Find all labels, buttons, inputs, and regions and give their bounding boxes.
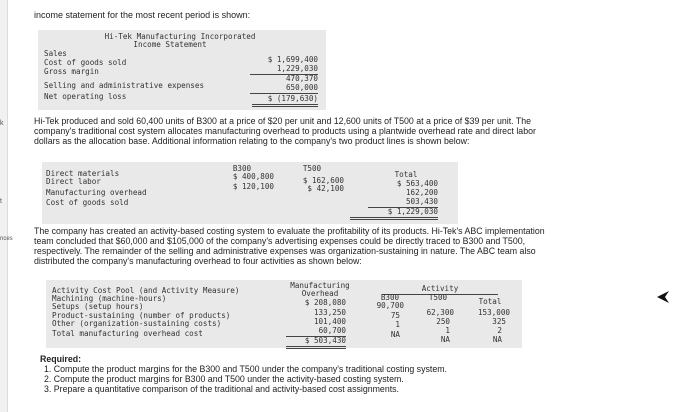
- product-cell-total: 162,200: [405, 188, 438, 197]
- cursor-arrow-icon: [656, 290, 672, 304]
- abc-cell-overhead: 60,700: [286, 327, 346, 337]
- product-cell-t500: $ 42,100: [307, 184, 344, 193]
- is-label-net-loss: Net operating loss: [44, 92, 127, 101]
- product-row-label: Cost of goods sold: [46, 198, 129, 207]
- abc-header-manufacturing: Manufacturing: [290, 281, 350, 290]
- is-value-sales: $ 1,699,400: [267, 55, 318, 64]
- is-label-cogs: Cost of goods sold: [44, 58, 127, 67]
- product-cell-total: 503,430: [368, 198, 438, 208]
- abc-cell-t500: NA: [440, 335, 450, 344]
- intro-text: income statement for the most recent period is shown:: [34, 10, 251, 20]
- paragraph-line: Hi-Tek produced and sold 60,400 units of B300 at a price of $20 per unit and 12,600 units of T500 at a price of $39 per unit. The: [34, 116, 532, 126]
- abc-cell-t500: 1: [445, 326, 450, 335]
- abc-cell-b300: 90,700: [376, 301, 404, 310]
- paragraph-line: dollars as the allocation base. Additional information relating to the company's two product lines is shown below:: [34, 136, 470, 146]
- abc-cell-total: 153,000: [477, 308, 510, 317]
- product-cell-total: $ 563,400: [396, 179, 438, 188]
- abc-row-label: Product-sustaining (number of products): [52, 311, 231, 320]
- required-item: 1. Compute the product margins for the B300 and T500 under the company's traditional costing system.: [44, 364, 447, 374]
- abc-row-label: Machining (machine-hours): [52, 294, 167, 303]
- abc-cell-overhead: $ 503,430: [286, 337, 346, 349]
- abc-cell-b300: 1: [395, 320, 400, 329]
- abc-cell-t500: 250: [436, 317, 450, 326]
- sidebar-mark: nces: [0, 236, 13, 242]
- is-value-selling-admin: 650,000: [250, 84, 318, 94]
- is-label-gross-margin: Gross margin: [44, 67, 99, 76]
- is-label-selling-admin: Selling and administrative expenses: [44, 81, 205, 90]
- abc-cell-overhead: 133,250: [313, 308, 346, 317]
- abc-row-label: Other (organization-sustaining costs): [52, 319, 222, 328]
- paragraph-line: company's traditional cost system allocates manufacturing overhead to products using a plantwide overhead rate and direct labor: [34, 126, 536, 136]
- paragraph-line: distributed the company's manufacturing overhead to four activities as shown below:: [34, 256, 362, 266]
- paragraph-line: team concluded that $60,000 and $105,000 of the company's advertising expenses could be directly traced to B300 and T500,: [34, 236, 526, 246]
- product-row-label: Direct labor: [46, 177, 101, 186]
- product-header-b300: B300: [232, 164, 252, 173]
- product-cell-b300: $ 120,100: [232, 182, 274, 191]
- abc-subheader-b300: B300: [380, 293, 400, 302]
- abc-cell-total: 325: [492, 317, 506, 326]
- product-cell-total: $ 1,229,030: [350, 208, 438, 220]
- sidebar-mark: t: [0, 198, 2, 205]
- abc-header-activity: Activity: [382, 285, 498, 295]
- abc-cell-overhead: 101,400: [313, 317, 346, 326]
- abc-cell-overhead: $ 208,080: [304, 298, 346, 307]
- is-value-cogs: 1,229,030: [250, 65, 318, 75]
- product-header-total: Total: [394, 170, 418, 179]
- abc-row-label: Setups (setup hours): [52, 302, 144, 311]
- product-cell-t500: $ 162,600: [302, 176, 344, 185]
- abc-header-pool: Activity Cost Pool (and Activity Measure): [52, 286, 240, 295]
- paragraph-line: respectively. The remainder of the selling and administrative expenses was organization-sustaining in nature. The ABC team also: [34, 246, 536, 256]
- product-row-label: Direct materials: [46, 169, 120, 178]
- is-value-net-loss: $ (179,630): [252, 95, 318, 107]
- abc-subheader-total: Total: [478, 297, 502, 306]
- income-statement-company: Hi-Tek Manufacturing Incorporated: [104, 32, 256, 41]
- is-label-sales: Sales: [44, 49, 67, 58]
- income-statement-title: Income Statement: [133, 40, 207, 49]
- required-item: 3. Prepare a quantitative comparison of the traditional and activity-based cost assignments.: [44, 384, 400, 394]
- paragraph-line: The company has created an activity-based costing system to evaluate the profitability of its products. Hi-Tek's ABC implementation: [34, 226, 545, 236]
- required-item: 2. Compute the product margins for B300 and T500 under the activity-based costing system.: [44, 374, 404, 384]
- abc-subheader-t500: T500: [428, 293, 448, 302]
- abc-cell-total: NA: [492, 335, 502, 344]
- abc-cell-t500: 62,300: [426, 308, 454, 317]
- abc-row-label: Total manufacturing overhead cost: [52, 329, 203, 338]
- abc-cell-b300: 75: [390, 311, 400, 320]
- abc-cell-b300: NA: [390, 330, 400, 339]
- product-row-label: Manufacturing overhead: [46, 188, 147, 197]
- required-title: Required:: [40, 354, 82, 364]
- product-header-t500: T500: [302, 164, 322, 173]
- abc-header-overhead: Overhead: [301, 289, 339, 298]
- is-value-gross-margin: 470,370: [285, 74, 318, 83]
- abc-cell-total: 2: [497, 326, 502, 335]
- product-cell-b300: $ 400,800: [232, 172, 274, 181]
- sidebar-mark: k: [0, 120, 4, 127]
